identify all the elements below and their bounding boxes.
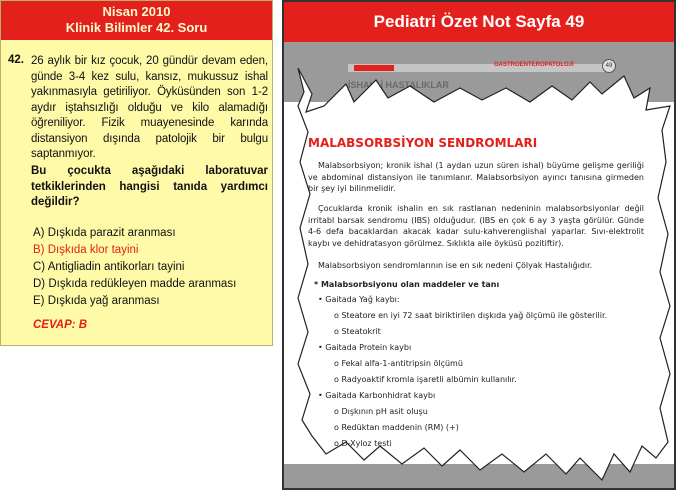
list-item: • Gaitada Yağ kaybı: xyxy=(318,295,400,304)
list-item: o Fekal alfa-1-antitripsin ölçümü xyxy=(334,359,463,368)
question-card xyxy=(0,0,273,346)
option-c[interactable]: C) Antigliadin antikorları tayini xyxy=(33,261,185,273)
torn-paper-shape xyxy=(298,68,670,480)
option-e[interactable]: E) Dışkıda yağ aranması xyxy=(33,295,160,307)
notes-panel xyxy=(282,0,676,490)
list-item: o Steatore en iyi 72 saat biriktirilen dışkıda yağ ölçümü ile gösterilir. xyxy=(334,311,608,320)
paragraph-3: Malabsorbsiyon sendromlarının ise en sık nedeni Çölyak Hastalığıdır. xyxy=(318,261,593,270)
exam-section: Klinik Bilimler 42. Soru xyxy=(65,20,208,35)
list-item: o Dışkının pH asit oluşu xyxy=(334,407,428,416)
list-item: o Radyoaktif kromla işaretli albümin kullanılır. xyxy=(334,375,517,384)
exam-date: Nisan 2010 xyxy=(102,4,171,19)
question-text: 26 aylık bir kız çocuk, 20 gündür devam eden, günde 3-4 kez sulu, kansız, mukussuz ishal yakınmasıyla getiriliyor. Öyküsünden son 1-2 aydır iştahsızlığı olduğu ve kilo alamadığı öğreniliyor. Fizik muayenesinde karında distansiyon dışında patolojik bir bulgu saptanmıyor. xyxy=(31,55,268,160)
question-number: 42. xyxy=(8,54,24,66)
paragraph-2: Çocuklarda kronik ishalin en sık rastlanan nedeninin malabsorbsiyonlar değil irritabl barsak sendromu (IBS) olduğudur. (IBS en çok 6 ay 3 yaşta görülür. Günde 4-6 defa bacaklardan akacak kadar sulu-kahverengiishal yaparlar. Sıvı-elektrolit kaybı ve dehidratasyon görülmez. Sıklıkla aile öyküsü pozitiftir). xyxy=(308,204,644,248)
option-b[interactable]: B) Dışkıda klor tayini xyxy=(33,244,139,256)
page-number: 49 xyxy=(602,59,616,73)
answer-options xyxy=(33,225,268,310)
option-a[interactable]: A) Dışkıda parazit aranması xyxy=(33,227,176,239)
list-item: • Gaitada Karbonhidrat kaybı xyxy=(318,391,436,400)
list-item: o D-Xyloz testi xyxy=(334,439,392,448)
paragraph-1: Malabsorbsiyon; kronik ishal (1 aydan uzun süren ishal) büyüme gelişme geriliği ve abdominal distansiyon ile tanımlanır. Malabsorbsiyon ayırıcı tanısına girmeden bir şey iyi bilinmelidir. xyxy=(308,161,644,193)
list-item: o Redüktan maddenin (RM) (+) xyxy=(334,423,459,432)
list-heading: * Malabsorbsiyonu olan maddeler ve tanı xyxy=(314,280,500,289)
list-item: • Gaitada Protein kaybı xyxy=(318,343,412,352)
list-item: o Steatokrit xyxy=(334,327,381,336)
page-section-label: GASTROENTEROPATOLOJİ xyxy=(494,62,574,68)
question-header xyxy=(1,1,272,40)
option-d[interactable]: D) Dışkıda redükleyen madde aranması xyxy=(33,278,237,290)
section-title: MALABSORBSİYON SENDROMLARI xyxy=(308,136,538,150)
page-faded-title: İSHALLİ HASTALIKLAR xyxy=(348,80,449,90)
question-prompt: Bu çocukta aşağıdaki laboratuvar tetkiklerinden hangisi tanıda yardımcı değildir? xyxy=(31,165,268,208)
notes-header: Pediatri Özet Not Sayfa 49 xyxy=(284,2,674,42)
answer-key: CEVAP: B xyxy=(33,319,88,331)
